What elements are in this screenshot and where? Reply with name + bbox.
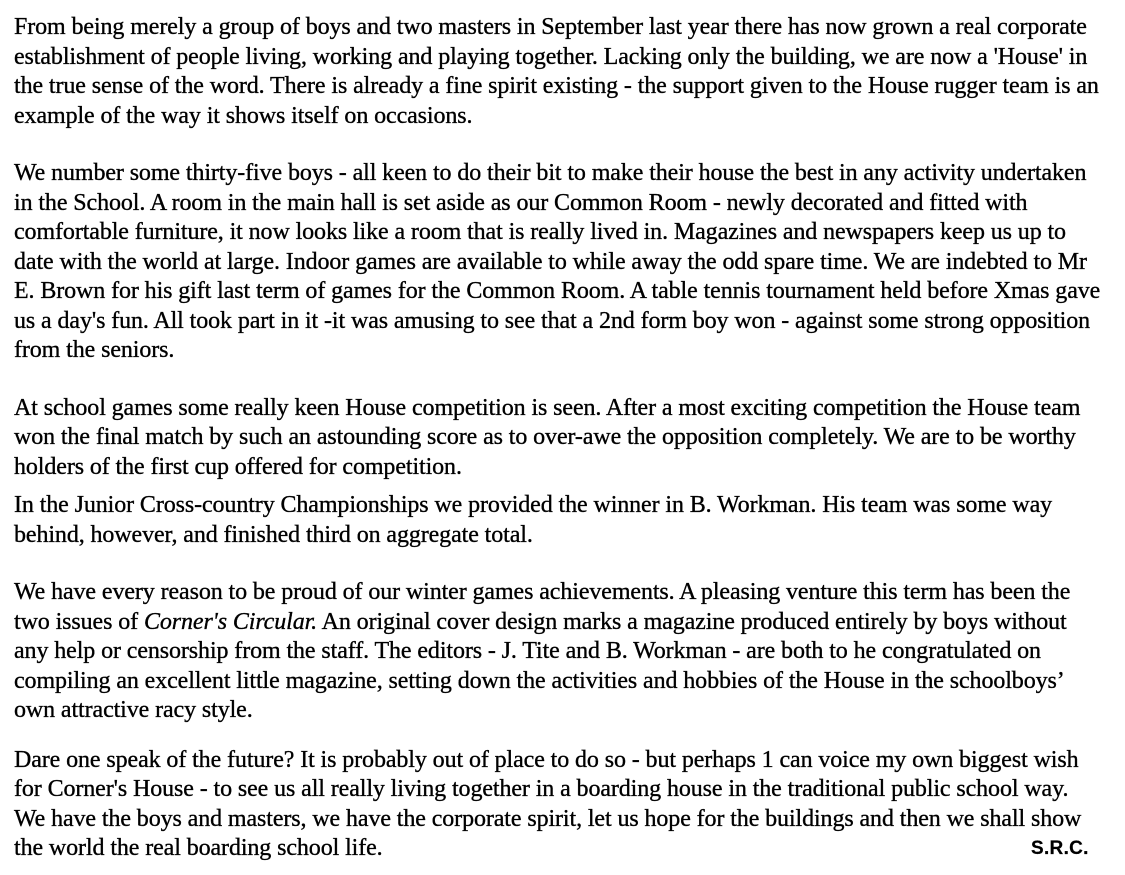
paragraph-5-text-before: We have every reason to be proud of our winter games achievements. A pleasing venture this term has been the two issues of bbox=[14, 579, 1071, 635]
paragraph-2: We number some thirty-five boys - all keen to do their bit to make their house the best in any activity undertaken in the School. A room in the main hall is set aside as our Common Room - newly decorated and fitted with comfortable furniture, it now looks like a room that is really lived in. Magazines and newspapers keep us up to date with the world at large. Indoor games are available to while away the odd spare time. We are indebted to Mr E. Brown for his gift last term of games for the Common Room. A table tennis tournament held before Xmas gave us a day's fun. All took part in it -it was amusing to see that a 2nd form boy won - against some strong opposition from the seniors. bbox=[14, 160, 1101, 363]
paragraph-1: From being merely a group of boys and two masters in September last year there has now grown a real corporate establishment of people living, working and playing together. Lacking only the building, we are now a 'House' in the true sense of the word. There is already a fine spirit existing - the support given to the House rugger team is an example of the way it shows itself on occasions. bbox=[14, 14, 1099, 129]
paragraph-5-text-after: An original cover design marks a magazine produced entirely by boys without any help or censorship from the staff. The editors - J. Tite and B. Workman - are both to he congratulated on compiling an excellent little magazine, setting down the activities and hobbies of the House in the schoolboys’ own attractive racy style. bbox=[14, 608, 1067, 723]
magazine-title: Corner's Circular. bbox=[143, 608, 318, 635]
paragraph-3: At school games some really keen House competition is seen. After a most exciting competition the House team won the final match by such an astounding score as to over-awe the opposition completely. We are to be worthy holders of the first cup offered for competition. bbox=[14, 394, 1081, 480]
paragraph-4: In the Junior Cross-country Championships we provided the winner in B. Workman. His team was some way behind, however, and finished third on aggregate total. bbox=[14, 492, 1053, 548]
paragraph-6: Dare one speak of the future? It is probably out of place to do so - but perhaps 1 can voice my own biggest wish for Corner's House - to see us all really living together in a boarding house in the traditional public school way. We have the boys and masters, we have the corporate spirit, let us hope for the buildings and then we shall show the world the real boarding school life. bbox=[14, 746, 1082, 861]
paragraph-5 bbox=[14, 578, 1101, 726]
author-initials: S.R.C. bbox=[1031, 838, 1089, 859]
